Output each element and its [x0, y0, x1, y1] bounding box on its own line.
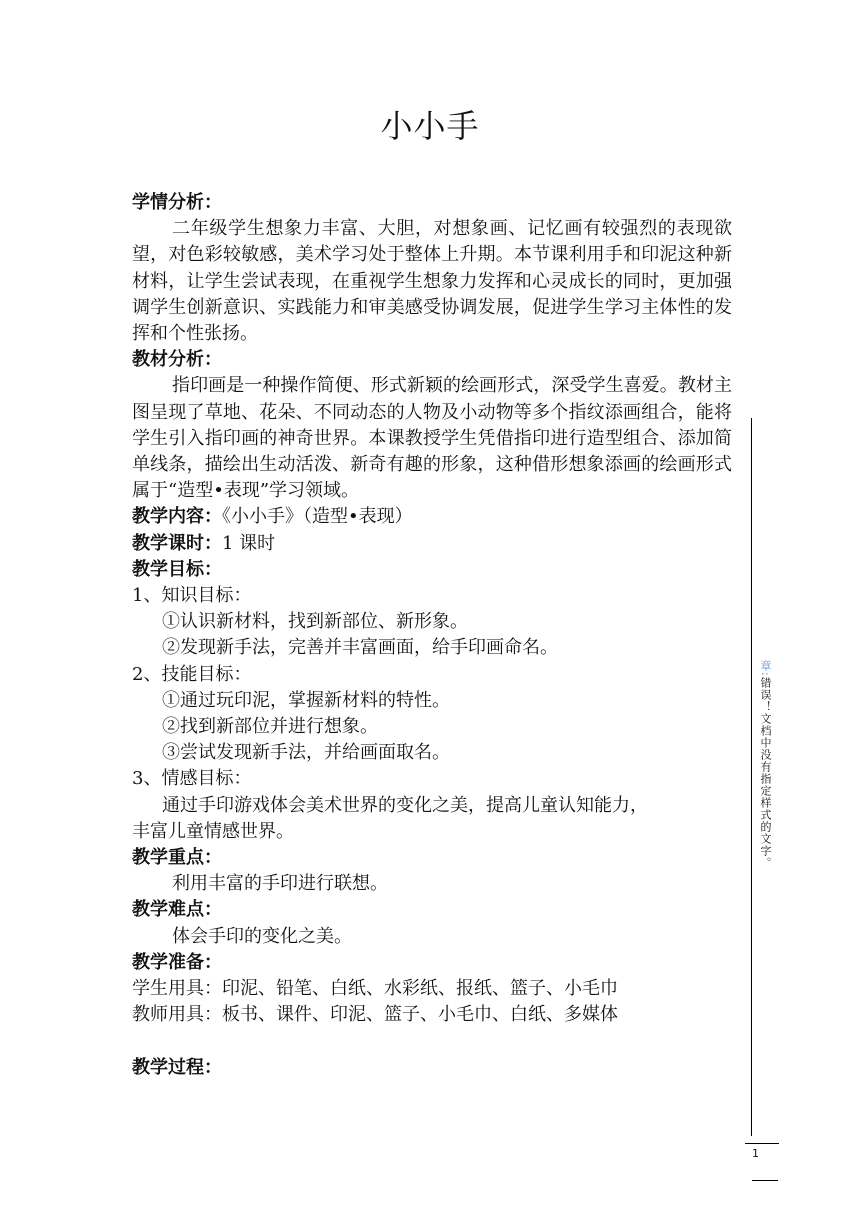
goal-knowledge-item: ①认识新材料，找到新部位、新形象。: [162, 611, 468, 633]
section-heading-material-analysis: 教材分析：: [132, 349, 222, 371]
paragraph-difficulty: 体会手印的变化之美。: [172, 925, 352, 947]
goal-emotion-title: 3、情感目标：: [132, 768, 252, 790]
goal-knowledge-item: ②发现新手法，完善并丰富画面，给手印画命名。: [162, 637, 558, 659]
goal-emotion-line: 通过手印游戏体会美术世界的变化之美，提高儿童认知能力，: [162, 794, 648, 816]
teaching-content-label: 教学内容：: [132, 506, 222, 528]
section-heading-preparation: 教学准备：: [132, 951, 222, 973]
margin-rule-tick: [745, 1143, 779, 1144]
teaching-hours-line: [132, 531, 732, 557]
margin-comment: [757, 660, 773, 869]
teaching-hours-value: 1 课时: [222, 532, 276, 554]
section-heading-process: 教学过程：: [132, 1056, 222, 1078]
section-heading-learning-analysis: 学情分析：: [132, 192, 222, 213]
goal-skill-item: ③尝试发现新手法，并给画面取名。: [162, 742, 450, 764]
goal-knowledge-title: 1、知识目标：: [132, 585, 252, 607]
document-title: 小小手: [380, 107, 480, 145]
paragraph-material-analysis: 指印画是一种操作简便、形式新颖的绘画形式，深受学生喜爱。教材主图呈现了草地、花朵、不同动态的人物及小动物等多个指纹添画组合，能将学生引入指印画的神奇世界。本课教授学生凭借指印进行造型组合、添加简单线条，描绘出生动活泼、新奇有趣的形象，这种借形想象添画的绘画形式属于“造型•表现”学习领域。: [132, 375, 732, 502]
goal-skill-title: 2、技能目标：: [132, 663, 252, 685]
teacher-tools-line: 教师用具：板书、课件、印泥、篮子、小毛巾、白纸、多媒体: [132, 1004, 618, 1026]
section-heading-difficulty: 教学难点：: [132, 899, 222, 921]
paragraph-key-point: 利用丰富的手印进行联想。: [172, 873, 388, 895]
goal-skill-item: ①通过玩印泥，掌握新材料的特性。: [162, 689, 450, 711]
section-heading-key-point: 教学重点：: [132, 847, 222, 869]
blank-line: [132, 1029, 732, 1055]
section-heading-goals: 教学目标：: [132, 558, 222, 580]
goal-emotion-line: 丰富儿童情感世界。: [132, 820, 294, 842]
page-number: 1: [752, 1147, 759, 1160]
document-body: [132, 190, 732, 1081]
paragraph-learning-analysis: 二年级学生想象力丰富、大胆，对想象画、记忆画有较强烈的表现欲望，对色彩较敏感，美术学习处于整体上升期。本节课利用手和印泥这种新材料，让学生尝试表现，在重视学生想象力发挥和心灵成长的同时，更加强调学生创新意识、实践能力和审美感受协调发展，促进学生学习主体性的发挥和个性张扬。: [132, 218, 732, 345]
margin-rule-tick: [752, 1180, 778, 1181]
margin-vertical-rule: [751, 418, 752, 1136]
goal-skill-item: ②找到新部位并进行想象。: [162, 716, 378, 738]
teaching-hours-label: 教学课时：: [132, 532, 222, 554]
student-tools-line: 学生用具：印泥、铅笔、白纸、水彩纸、报纸、篮子、小毛巾: [132, 978, 618, 1000]
margin-comment-tag: 章:: [759, 660, 772, 677]
margin-comment-text: 错误！文档中没有指定样式的文字。: [759, 676, 772, 869]
teaching-content-line: [132, 504, 732, 530]
teaching-content-value: 《小小手》（造型•表现）: [222, 506, 413, 528]
